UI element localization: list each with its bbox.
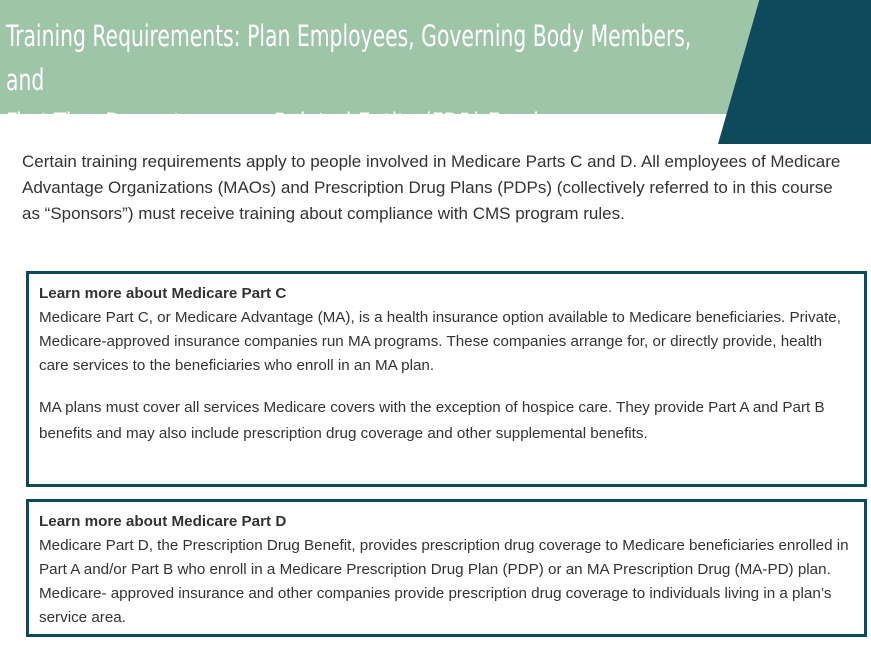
page-title [6, 14, 735, 146]
part-d-paragraph-1: Medicare Part D, the Prescription Drug Benefit, provides prescription drug coverage to Medicare beneficiaries enrolled in Part A and/or Part B who enroll in a Medicare Prescription Drug Plan (PDP) or an MA Prescription Drug (MA-PD) plan. Medicare- approved insurance and other companies provide prescription drug coverage to individuals living in a plan’s service area. [39, 537, 849, 626]
page-title-line2: First-Tier, Downstream, or Related Entity (FDR) Employees [6, 107, 600, 141]
part-c-heading: Learn more about Medicare Part C [39, 285, 287, 302]
page-title-line1: Training Requirements: Plan Employees, Governing Body Members, and [6, 19, 692, 97]
part-d-heading: Learn more about Medicare Part D [39, 513, 287, 530]
part-c-info-box [26, 271, 867, 487]
part-c-paragraph-1: Medicare Part C, or Medicare Advantage (MA), is a health insurance option available to Medicare beneficiaries. Private, Medicare-approved insurance companies run MA programs. These companies arrange for, or directly provide, health care services to the beneficiaries who enroll in an MA plan. [39, 309, 841, 374]
part-c-paragraph-2: MA plans must cover all services Medicare covers with the exception of hospice care. They provide Part A and Part B benefits and may also include prescription drug coverage and other supplemental benefits. [39, 399, 825, 442]
intro-paragraph: Certain training requirements apply to people involved in Medicare Parts C and D. All employees of Medicare Advantage Organizations (MAOs) and Prescription Drug Plans (PDPs) (collectively referred to in this course as “Sponsors”) must receive training about compliance with CMS program rules. [22, 152, 841, 223]
part-d-info-box [26, 499, 867, 637]
